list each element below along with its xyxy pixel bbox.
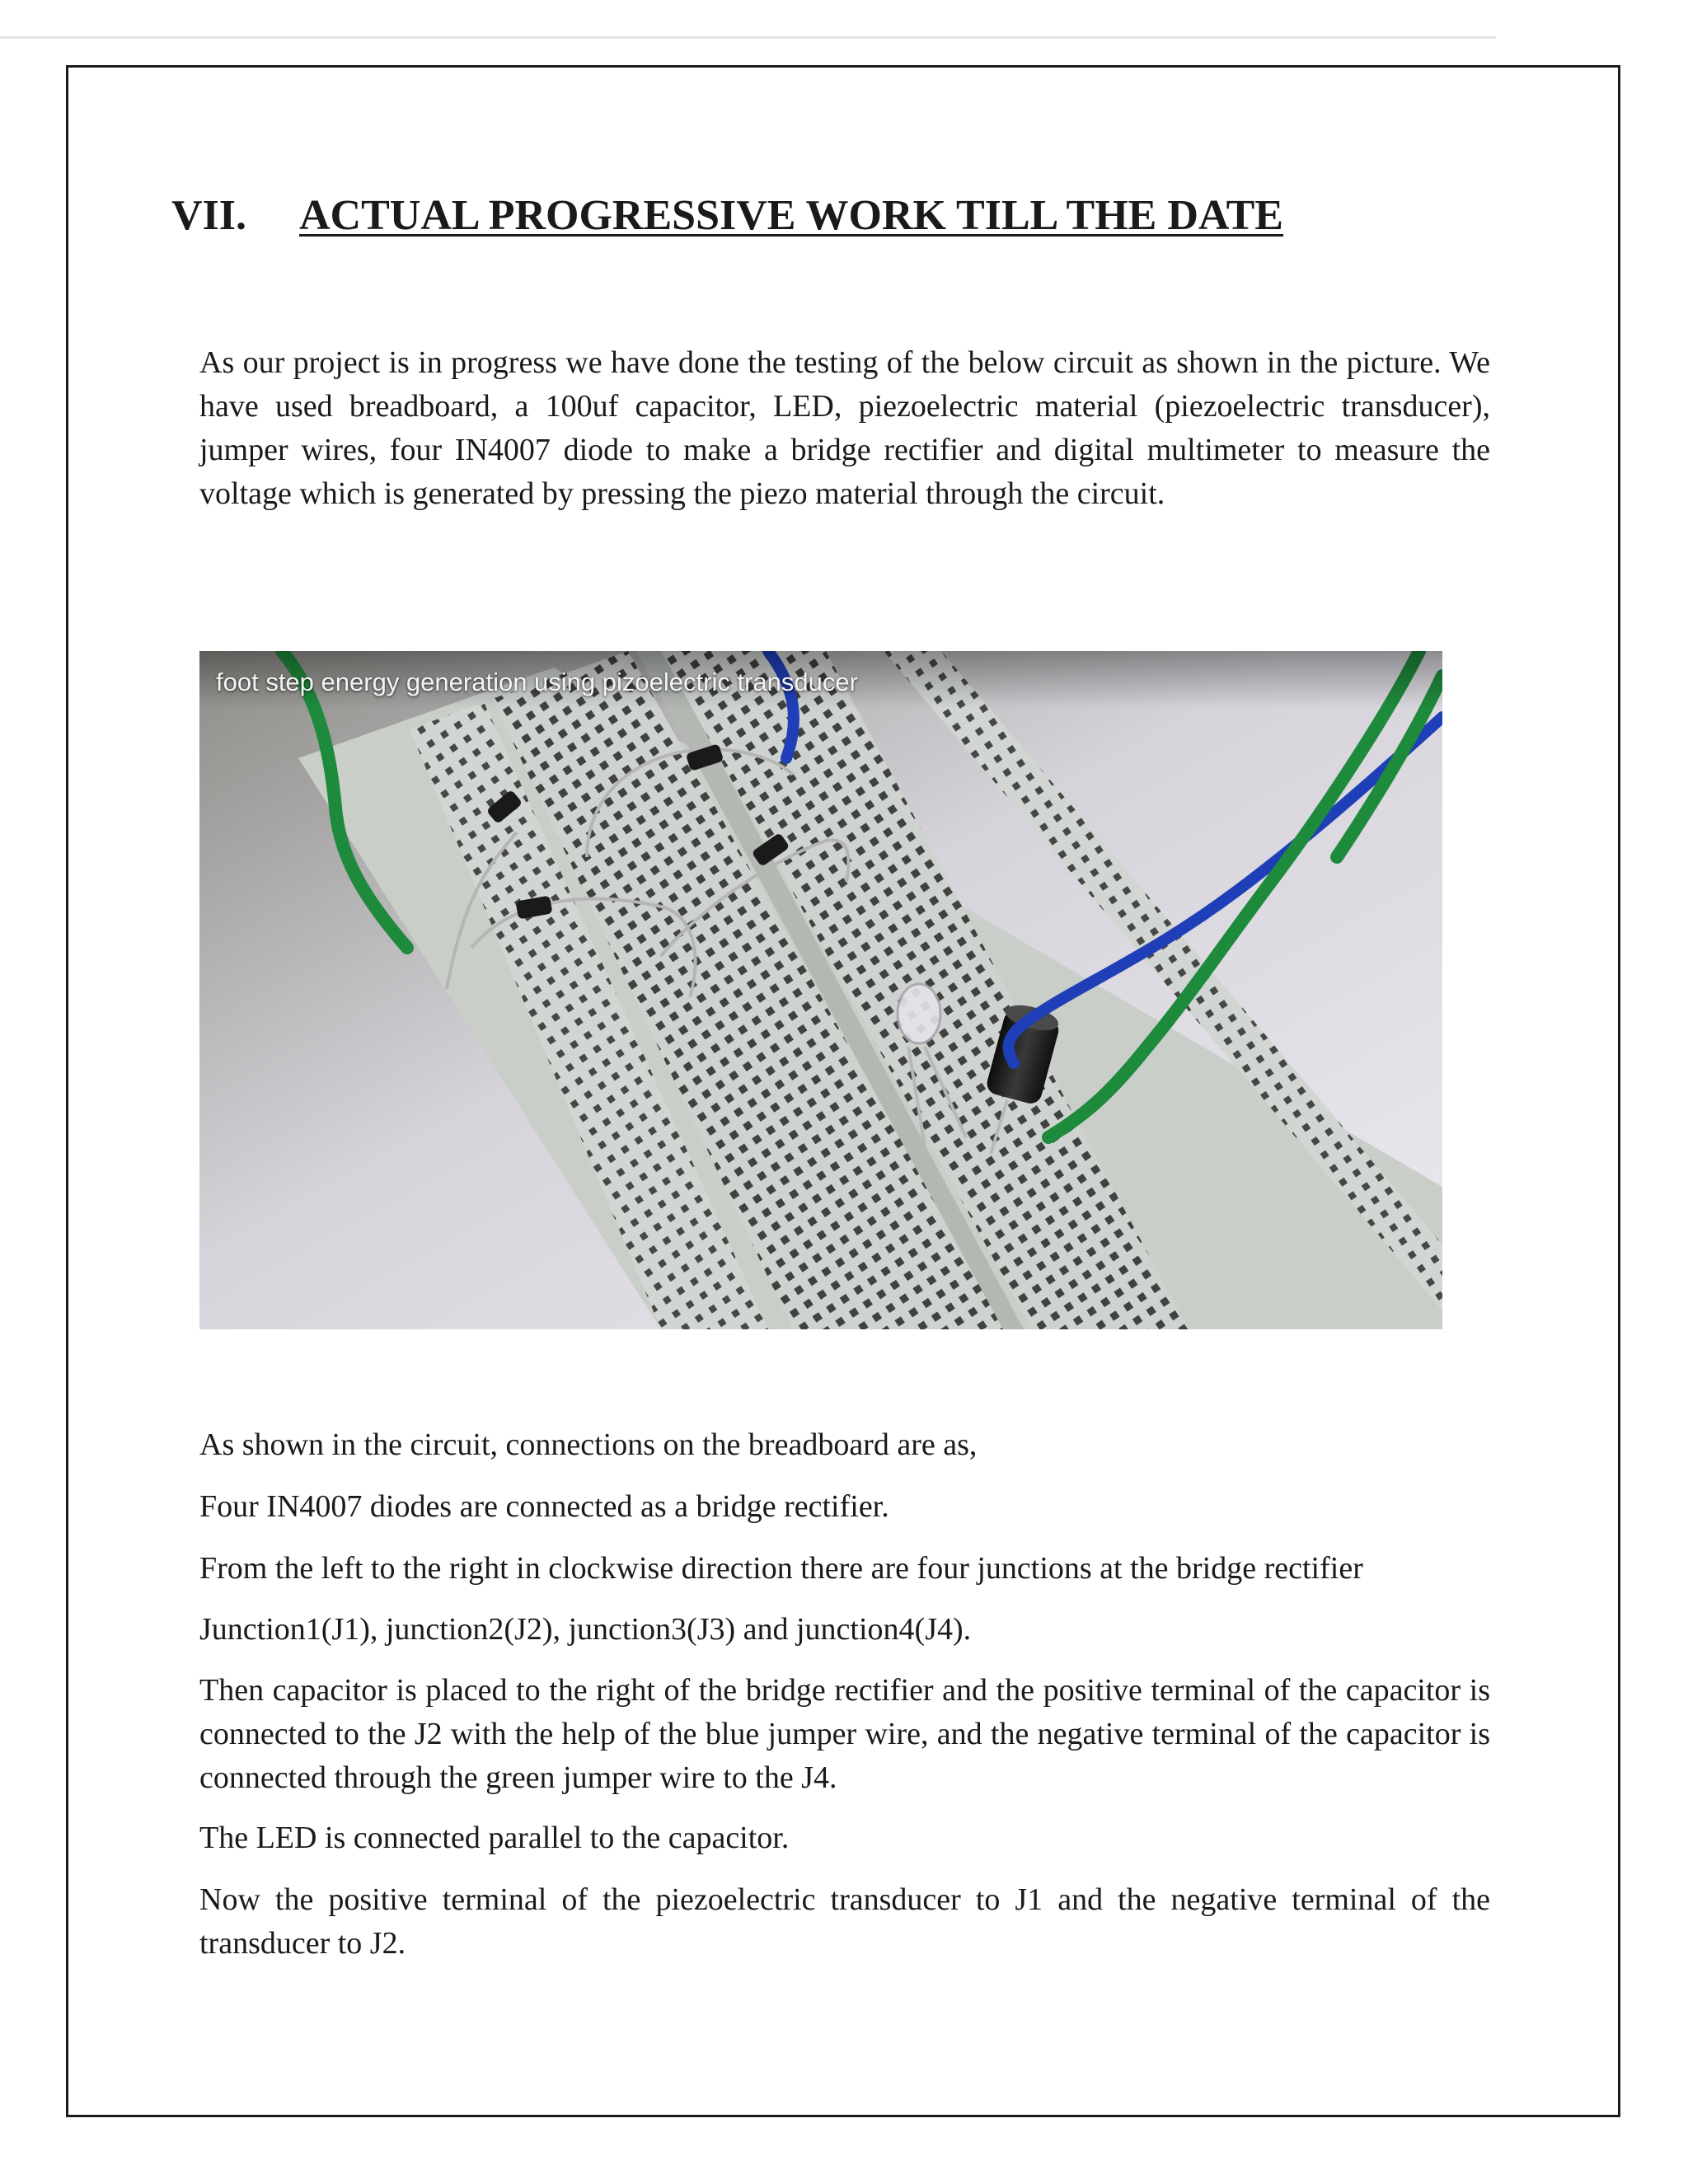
section-heading [171, 191, 1283, 240]
diodes-description: Four IN4007 diodes are connected as a bridge rectifier. [199, 1489, 889, 1524]
capacitor-description: Then capacitor is placed to the right of the bridge rectifier and the positive terminal of the capacitor is connected to the J2 with the help of the blue jumper wire, and the negative terminal of the capacitor is connected through the green jumper wire to the J4. [199, 1673, 1490, 1795]
section-title: ACTUAL PROGRESSIVE WORK TILL THE DATE [299, 192, 1283, 239]
transducer-description: Now the positive terminal of the piezoelectric transducer to J1 and the negative terminal of the transducer to J2. [199, 1882, 1490, 1961]
led-description: The LED is connected parallel to the capacitor. [199, 1821, 790, 1855]
circuit-description-line: As shown in the circuit, connections on the breadboard are as, [199, 1427, 978, 1462]
top-divider [0, 36, 1496, 39]
junction-names: Junction1(J1), junction2(J2), junction3(J3) and junction4(J4). [199, 1612, 972, 1647]
breadboard-illustration [199, 651, 1442, 1329]
circuit-photo [199, 651, 1442, 1329]
intro-paragraph: As our project is in progress we have done the testing of the below circuit as shown in the picture. We have used breadboard, a 100uf capacitor, LED, piezoelectric material (piezoelectric transducer), jumper wires, four IN4007 diode to make a bridge rectifier and digital multimeter to measure the voltage which is generated by pressing the piezo material through the circuit. [199, 345, 1490, 511]
section-number: VII. [171, 192, 247, 239]
video-title: foot step energy generation using pizoelectric transducer [216, 668, 858, 696]
junctions-description: From the left to the right in clockwise direction there are four junctions at the bridge rectifier [199, 1551, 1363, 1586]
